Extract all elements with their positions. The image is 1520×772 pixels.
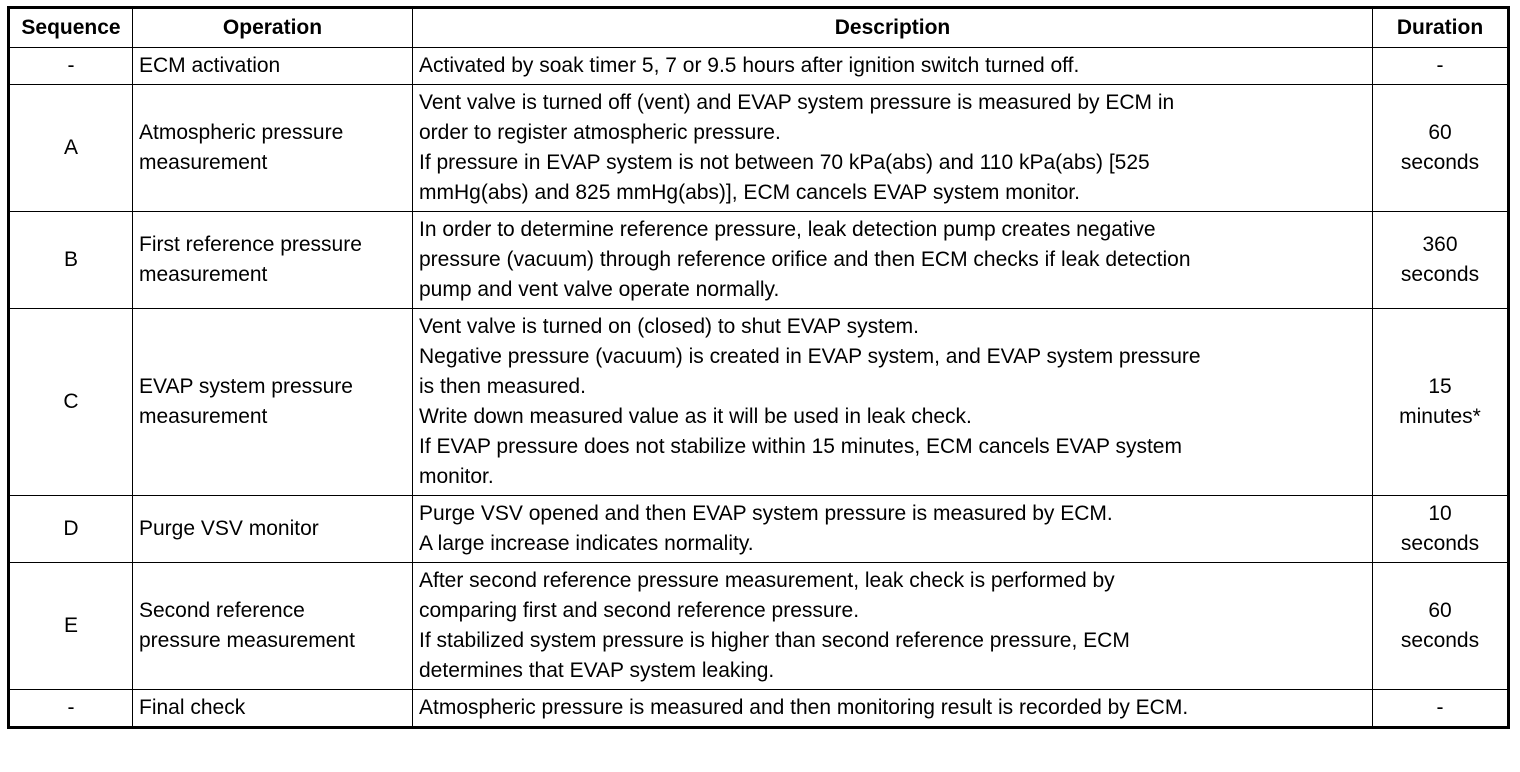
sequence-cell: D [9, 496, 133, 563]
description-line: After second reference pressure measurement, leak check is performed by [419, 569, 1115, 592]
operation-line: measurement [139, 263, 268, 286]
duration-cell [1373, 48, 1509, 85]
duration-line: seconds [1400, 629, 1480, 652]
duration-cell [1373, 690, 1509, 728]
operation-cell [133, 563, 413, 690]
table-row [9, 309, 1509, 496]
operation-line: measurement [139, 405, 268, 428]
description-line: If stabilized system pressure is higher than second reference pressure, ECM [419, 629, 1130, 652]
description-cell [413, 212, 1373, 309]
duration-line: minutes* [1399, 405, 1481, 428]
table-row [9, 496, 1509, 563]
description-line: Negative pressure (vacuum) is created in EVAP system, and EVAP system pressure [419, 345, 1201, 368]
table-row [9, 48, 1509, 85]
duration-line: 60 [1428, 599, 1452, 622]
sequence-cell: - [9, 690, 133, 728]
sequence-cell: A [9, 85, 133, 212]
description-line: pump and vent valve operate normally. [419, 278, 780, 301]
description-cell [413, 563, 1373, 690]
table-row [9, 212, 1509, 309]
description-line: If pressure in EVAP system is not between 70 kPa(abs) and 110 kPa(abs) [525 [419, 151, 1150, 174]
duration-line: 15 [1428, 375, 1452, 398]
description-cell [413, 85, 1373, 212]
operation-line: pressure measurement [139, 629, 355, 652]
duration-line: 360 [1422, 233, 1458, 256]
header-operation: Operation [133, 8, 413, 48]
description-line: mmHg(abs) and 825 mmHg(abs)], ECM cancels EVAP system monitor. [419, 181, 1080, 204]
operation-line: Atmospheric pressure [139, 121, 344, 144]
description-line: determines that EVAP system leaking. [419, 659, 775, 682]
evap-monitor-sequence-table [7, 6, 1510, 729]
header-description: Description [413, 8, 1373, 48]
description-line: order to register atmospheric pressure. [419, 121, 781, 144]
operation-cell [133, 496, 413, 563]
operation-line: First reference pressure [139, 233, 362, 256]
description-line: Vent valve is turned off (vent) and EVAP system pressure is measured by ECM in [419, 91, 1175, 114]
operation-cell [133, 212, 413, 309]
operation-cell: ECM activation [133, 48, 413, 85]
duration-cell [1373, 212, 1509, 309]
description-line: monitor. [419, 465, 494, 488]
table-header [9, 8, 1509, 48]
description-line: If EVAP pressure does not stabilize within 15 minutes, ECM cancels EVAP system [419, 435, 1182, 458]
duration-line: seconds [1400, 151, 1480, 174]
description-cell [413, 48, 1373, 85]
duration-line: - [1436, 54, 1444, 77]
description-line: Purge VSV opened and then EVAP system pressure is measured by ECM. [419, 502, 1113, 525]
operation-cell [133, 85, 413, 212]
description-line: In order to determine reference pressure, leak detection pump creates negative [419, 218, 1156, 241]
sequence-cell: E [9, 563, 133, 690]
sequence-cell: - [9, 48, 133, 85]
duration-cell [1373, 496, 1509, 563]
description-line: comparing first and second reference pressure. [419, 599, 860, 622]
table-row [9, 563, 1509, 690]
description-line: A large increase indicates normality. [419, 532, 754, 555]
duration-line: seconds [1400, 263, 1480, 286]
description-cell [413, 690, 1373, 728]
duration-cell [1373, 563, 1509, 690]
operation-line: Purge VSV monitor [139, 517, 319, 540]
header-sequence: Sequence [9, 8, 133, 48]
operation-line: measurement [139, 151, 268, 174]
duration-cell [1373, 309, 1509, 496]
sequence-cell: B [9, 212, 133, 309]
header-duration: Duration [1373, 8, 1509, 48]
duration-line: seconds [1400, 532, 1480, 555]
operation-cell: Final check [133, 690, 413, 728]
duration-cell [1373, 85, 1509, 212]
operation-line: EVAP system pressure [139, 375, 353, 398]
table-row [9, 85, 1509, 212]
description-line: is then measured. [419, 375, 586, 398]
description-line: Write down measured value as it will be used in leak check. [419, 405, 972, 428]
sequence-cell: C [9, 309, 133, 496]
operation-cell [133, 309, 413, 496]
duration-line: - [1436, 696, 1444, 719]
description-line: Vent valve is turned on (closed) to shut EVAP system. [419, 315, 919, 338]
table-row [9, 690, 1509, 728]
duration-line: 60 [1428, 121, 1452, 144]
description-line: Atmospheric pressure is measured and then monitoring result is recorded by ECM. [419, 696, 1189, 719]
table-body [9, 48, 1509, 728]
description-cell [413, 496, 1373, 563]
description-cell [413, 309, 1373, 496]
description-line: Activated by soak timer 5, 7 or 9.5 hours after ignition switch turned off. [419, 54, 1080, 77]
operation-line: Second reference [139, 599, 305, 622]
header-row [9, 8, 1509, 48]
duration-line: 10 [1428, 502, 1452, 525]
description-line: pressure (vacuum) through reference orifice and then ECM checks if leak detection [419, 248, 1191, 271]
